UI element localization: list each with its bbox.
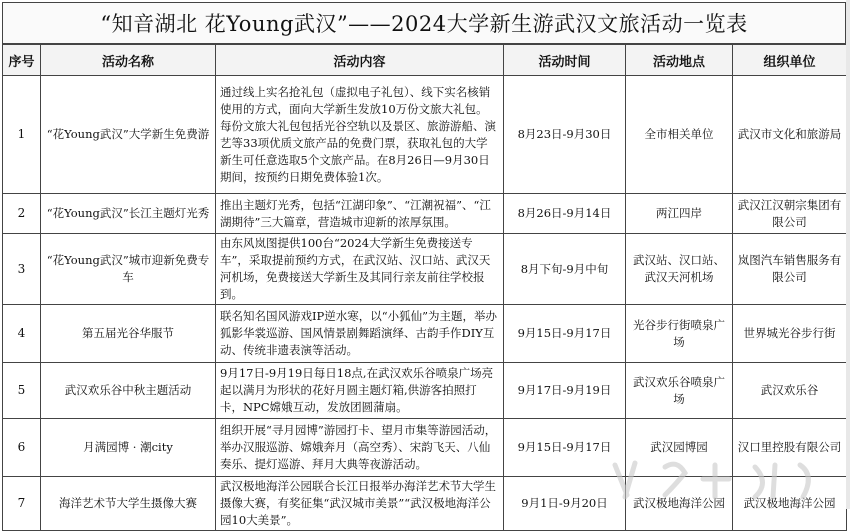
cell-name[interactable]: “花Young武汉”城市迎新免费专车 [41, 234, 216, 305]
cell-time[interactable]: 8月下旬-9月中旬 [504, 234, 626, 305]
cell-name[interactable]: “花Young武汉”大学新生免费游 [41, 76, 216, 194]
cell-place[interactable]: 武汉欢乐谷喷泉广场 [626, 363, 733, 419]
activity-table [2, 44, 847, 531]
cell-content[interactable]: 联名知名国风游戏IP逆水寒，以“小狐仙”为主题，举办狐影华裳巡游、国风情景剧舞蹈演绎、古韵手作DIY互动、传统非遗表演等活动。 [216, 305, 504, 363]
header-time: 活动时间 [504, 45, 626, 76]
cell-org[interactable]: 汉口里控股有限公司 [733, 419, 847, 477]
cell-content[interactable]: 推出主题灯光秀，包括“江湖印象”、“江潮祝福”、“江湖期待”三大篇章，营造城市迎新的浓厚氛围。 [216, 194, 504, 234]
table-title: “知音湖北 花Young武汉”——2024大学新生游武汉文旅活动一览表 [2, 2, 846, 44]
window-edge [846, 0, 850, 509]
cell-time[interactable]: 9月1日-9月20日 [504, 477, 626, 531]
cell-name[interactable]: 海洋艺术节大学生摄像大赛 [41, 477, 216, 531]
cell-content[interactable]: 通过线上实名抢礼包（虚拟电子礼包）、线下实名核销使用的方式，面向大学新生发放10万份文旅大礼包。每份文旅大礼包包括光谷空轨以及景区、旅游游船、演艺等33项优质文旅产品的免费门票，获取礼包的大学新生可任意选取5个文旅产品。在8月26日—9月30日期间，按预约日期免费体验1次。 [216, 76, 504, 194]
header-no: 序号 [3, 45, 41, 76]
cell-time[interactable]: 9月17日-9月19日 [504, 363, 626, 419]
cell-time[interactable]: 8月26日-9月14日 [504, 194, 626, 234]
cell-no[interactable]: 6 [3, 419, 41, 477]
cell-place[interactable]: 武汉园博园 [626, 419, 733, 477]
cell-place[interactable]: 全市相关单位 [626, 76, 733, 194]
cell-name[interactable]: 第五届光谷华服节 [41, 305, 216, 363]
cell-org[interactable]: 武汉欢乐谷 [733, 363, 847, 419]
table-row [3, 305, 847, 363]
cell-no[interactable]: 3 [3, 234, 41, 305]
table-row [3, 76, 847, 194]
cell-place[interactable]: 光谷步行街喷泉广场 [626, 305, 733, 363]
cell-no[interactable]: 5 [3, 363, 41, 419]
cell-content[interactable]: 武汉极地海洋公园联合长江日报举办海洋艺术节大学生摄像大赛，有奖征集“武汉城市美景”“武汉极地海洋公园10大美景”。 [216, 477, 504, 531]
cell-place[interactable]: 两江四岸 [626, 194, 733, 234]
cell-org[interactable]: 世界城光谷步行街 [733, 305, 847, 363]
cell-no[interactable]: 2 [3, 194, 41, 234]
header-place: 活动地点 [626, 45, 733, 76]
cell-content[interactable]: 9月17日-9月19日每日18点,在武汉欢乐谷喷泉广场亮起以满月为形状的花好月圆主题灯箱,供游客拍照打卡，NPC嫦娥互动，发放团圆蒲扇。 [216, 363, 504, 419]
cell-org[interactable]: 岚图汽车销售服务有限公司 [733, 234, 847, 305]
cell-no[interactable]: 1 [3, 76, 41, 194]
cell-org[interactable]: 武汉江汉朝宗集团有限公司 [733, 194, 847, 234]
cell-place[interactable]: 武汉极地海洋公园 [626, 477, 733, 531]
cell-no[interactable]: 4 [3, 305, 41, 363]
table-row [3, 363, 847, 419]
table-row [3, 194, 847, 234]
table-row [3, 477, 847, 531]
cell-org[interactable]: 武汉市文化和旅游局 [733, 76, 847, 194]
header-content: 活动内容 [216, 45, 504, 76]
cell-org[interactable]: 武汉极地海洋公园 [733, 477, 847, 531]
cell-no[interactable]: 7 [3, 477, 41, 531]
cell-time[interactable]: 9月15日-9月17日 [504, 419, 626, 477]
header-org: 组织单位 [733, 45, 847, 76]
cell-content[interactable]: 组织开展“寻月园博”游园打卡、望月市集等游园活动，举办汉服巡游、嫦娥奔月（高空秀）、宋韵飞天、八仙奏乐、提灯巡游、拜月大典等夜游活动。 [216, 419, 504, 477]
cell-name[interactable]: 月满园博 · 潮city [41, 419, 216, 477]
cell-name[interactable]: 武汉欢乐谷中秋主题活动 [41, 363, 216, 419]
cell-time[interactable]: 9月15日-9月17日 [504, 305, 626, 363]
cell-content[interactable]: 由东风岚图提供100台“2024大学新生免费接送专车”，采取提前预约方式，在武汉站、汉口站、武汉天河机场，免费接送大学新生及其同行亲友前往学校报到。 [216, 234, 504, 305]
header-row [3, 45, 847, 76]
cell-name[interactable]: “花Young武汉”长江主题灯光秀 [41, 194, 216, 234]
table-row [3, 234, 847, 305]
cell-place[interactable]: 武汉站、汉口站、武汉天河机场 [626, 234, 733, 305]
table-row [3, 419, 847, 477]
cell-time[interactable]: 8月23日-9月30日 [504, 76, 626, 194]
header-name: 活动名称 [41, 45, 216, 76]
